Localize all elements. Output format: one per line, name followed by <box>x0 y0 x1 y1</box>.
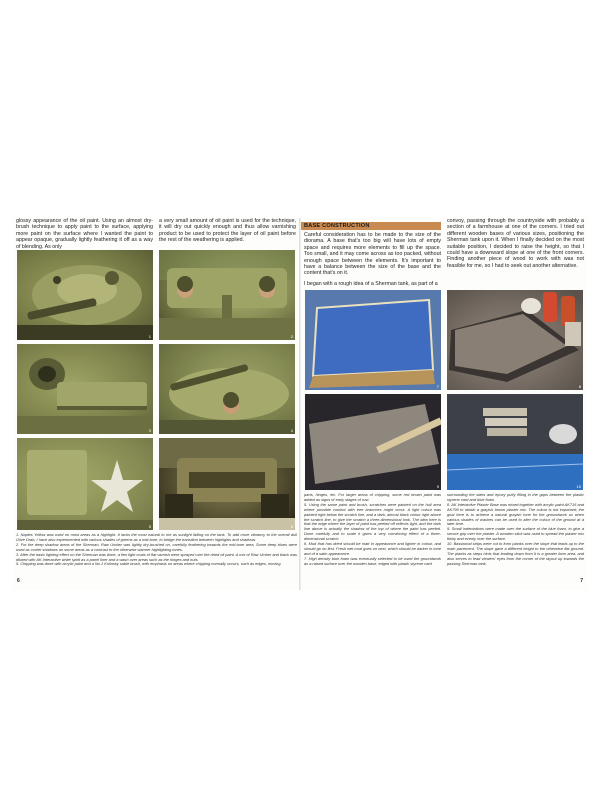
page-number-right: 7 <box>580 578 583 584</box>
section-heading-bar <box>301 222 441 230</box>
right-text-col2: convoy, passing through the countryside with probably a section of a farmhouse at one of the corners. I tried out different wooden bases of various sizes, positioning the Sherman tank upon it. When I finally decided on the most suitable position, I decided to raise the height, so that I could have a downward slope at one of the front corners. Finding another piece of wood to work with was not feasible for me, so I had to seek out another alternative. <box>447 218 584 269</box>
tank-hull-illustration <box>17 344 153 434</box>
left-page <box>13 218 299 590</box>
photo-number: 4 <box>290 428 293 433</box>
photo-number: 1 <box>148 334 151 339</box>
foam-stones-illustration <box>447 394 583 490</box>
photo-number: 9 <box>436 484 439 489</box>
left-text-col2: a very small amount of oil paint is used for the technique, it will dry out quickly enough and thus allow varnishing product to be used to protect the layer of oil paint before the rest of the weathering is applied. <box>159 218 296 244</box>
tank-white-star-illustration <box>17 438 153 530</box>
spreading-putty-illustration <box>305 394 441 490</box>
tank-rear-illustration <box>159 438 295 530</box>
photo-tank-crew-figures <box>159 250 295 340</box>
photo-number: 2 <box>290 334 293 339</box>
photo-number: 6 <box>290 524 293 529</box>
photo-number: 10 <box>576 484 581 489</box>
page-number-left: 6 <box>17 578 20 584</box>
photo-tank-white-star <box>17 438 153 530</box>
section-heading: BASE CONSTRUCTION <box>304 223 370 229</box>
photo-spreading-putty <box>305 394 441 490</box>
photo-number: 7 <box>436 384 439 389</box>
photo-tank-rear-engine <box>159 438 295 530</box>
magazine-spread <box>13 218 587 590</box>
right-page <box>301 218 587 590</box>
photo-tank-hull-side <box>17 344 153 434</box>
right-captions-col1: parts, hinges, etc. For larger areas of chipping, some red brown paint was added as signs of early stages of rust. 5. Using the same paint and brush, scratches were painted on the hull area where possible contact with tree branches might occur. A light colour was painted right below the scratch line, and a dark, almost black colour right above the scratch line, to give the scratch a three-dimensional look. The idea here is that the edge where the layer of paint has peeled off reflects light, and the dark line above is actually the shadow of the top of where the paint has peeled. Done carefully and to scale it gives a very convincing effect of a three-dimensional scratch. 6. Mud that has dried should be matt in appearance and lighter in colour, and should go on first. Fresh wet mud goes on next, which should be darker in tone and of a satin appearance. 7. High density blue foam was eventually selected to be used the groundwork as a raised surface over the wooden base, edged with plastic styrene card <box>304 492 441 566</box>
right-text-col1 <box>304 232 441 287</box>
tank-turret-closeup-illustration <box>17 250 153 340</box>
photo-tank-commander <box>159 344 295 434</box>
photo-number: 5 <box>148 524 151 529</box>
blue-foam-base-illustration <box>305 290 441 390</box>
right-paragraph-1: Careful consideration has to be made to the size of the diorama. A base that's too big will have lots of empty space and requires more elements to fill up the space. Too small, and it may come across as too packed, without enough space between the elements. It's important to have a balance between the size of the base and the content that's on it. <box>304 232 441 277</box>
photo-putty-and-paint-bottles <box>447 290 583 390</box>
tank-crew-illustration <box>159 250 295 340</box>
photo-cut-foam-stones <box>447 394 583 490</box>
right-paragraph-2: I began with a rough idea of a Sherman tank, as part of a <box>304 280 438 287</box>
left-text-col1: glossy appearance of the oil paint. Using an almost dry-brush technique to apply paint to the surface, applying more paint on the surface where I wanted the paint to appear opaque, gradually lightly feathering it off as a way of blending. As only <box>16 218 153 250</box>
photo-tank-turret-closeup <box>17 250 153 340</box>
photo-number: 8 <box>578 384 581 389</box>
tank-commander-illustration <box>159 344 295 434</box>
left-captions: 1. Naples Yellow was used on most areas as a highlight. It lacks the most natural to me as sunlight falling on the tank. To add more vibrancy to the overall dull Olive Drab, I have also experimented with various shades of greens as a mid-tone, to bridge the transition between highlights and shadows. 2. For the deep shadow areas of the Sherman, Raw Umber was lightly dry-brushed on, carefully feathering towards the mid-tone area. Some deep blues were used as cooler shadows on some areas as a contrast to the otherwise warmer highlighting tones. 3. After the basic lighting effect on the Sherman was done, a few light coats of flat varnish were sprayed over the dried oil paint. A mix of Raw Umber and black was diluted with AK Interactive white spirit as a panel liner and a wash over areas such as the hinges and nuts. 5. Chipping was done with acrylic paint and a No.1 Kolinsky sable brush, with emphasis on areas where chipping normally occurs, such as edges, moving <box>16 532 297 567</box>
right-captions-col2: surrounding the sides and epoxy putty filling in the gaps between the plastic styrene card and blue foam. 8. AK Interactive Plaster Base was mixed together with acrylic paint AK716 and AK799 to obtain a grayish brown plaster mix. The colour is not important; the goal here is to achieve a natural grayish tone for the groundwork so when various shades of washes can be used to alter the colour of the ground at a later time. 9. Small indentations were made over the surface of the blue foam, to give a secure grip over the plaster. A wooden stick was used to spread the plaster mix thinly and evenly over the surface. 10. Basswood strips were cut to form planks over the slope that leads up to the main pavement. The slope gave a different height to the otherwise flat ground. The planks as steps hints that leading down from it is a greater farm area, and also serves to lead viewers' eyes from the corner of the layout up towards the passing Sherman tank. <box>447 492 584 566</box>
photo-number: 3 <box>148 428 151 433</box>
putty-bottles-illustration <box>447 290 583 390</box>
photo-wooden-base-blue-foam <box>305 290 441 390</box>
